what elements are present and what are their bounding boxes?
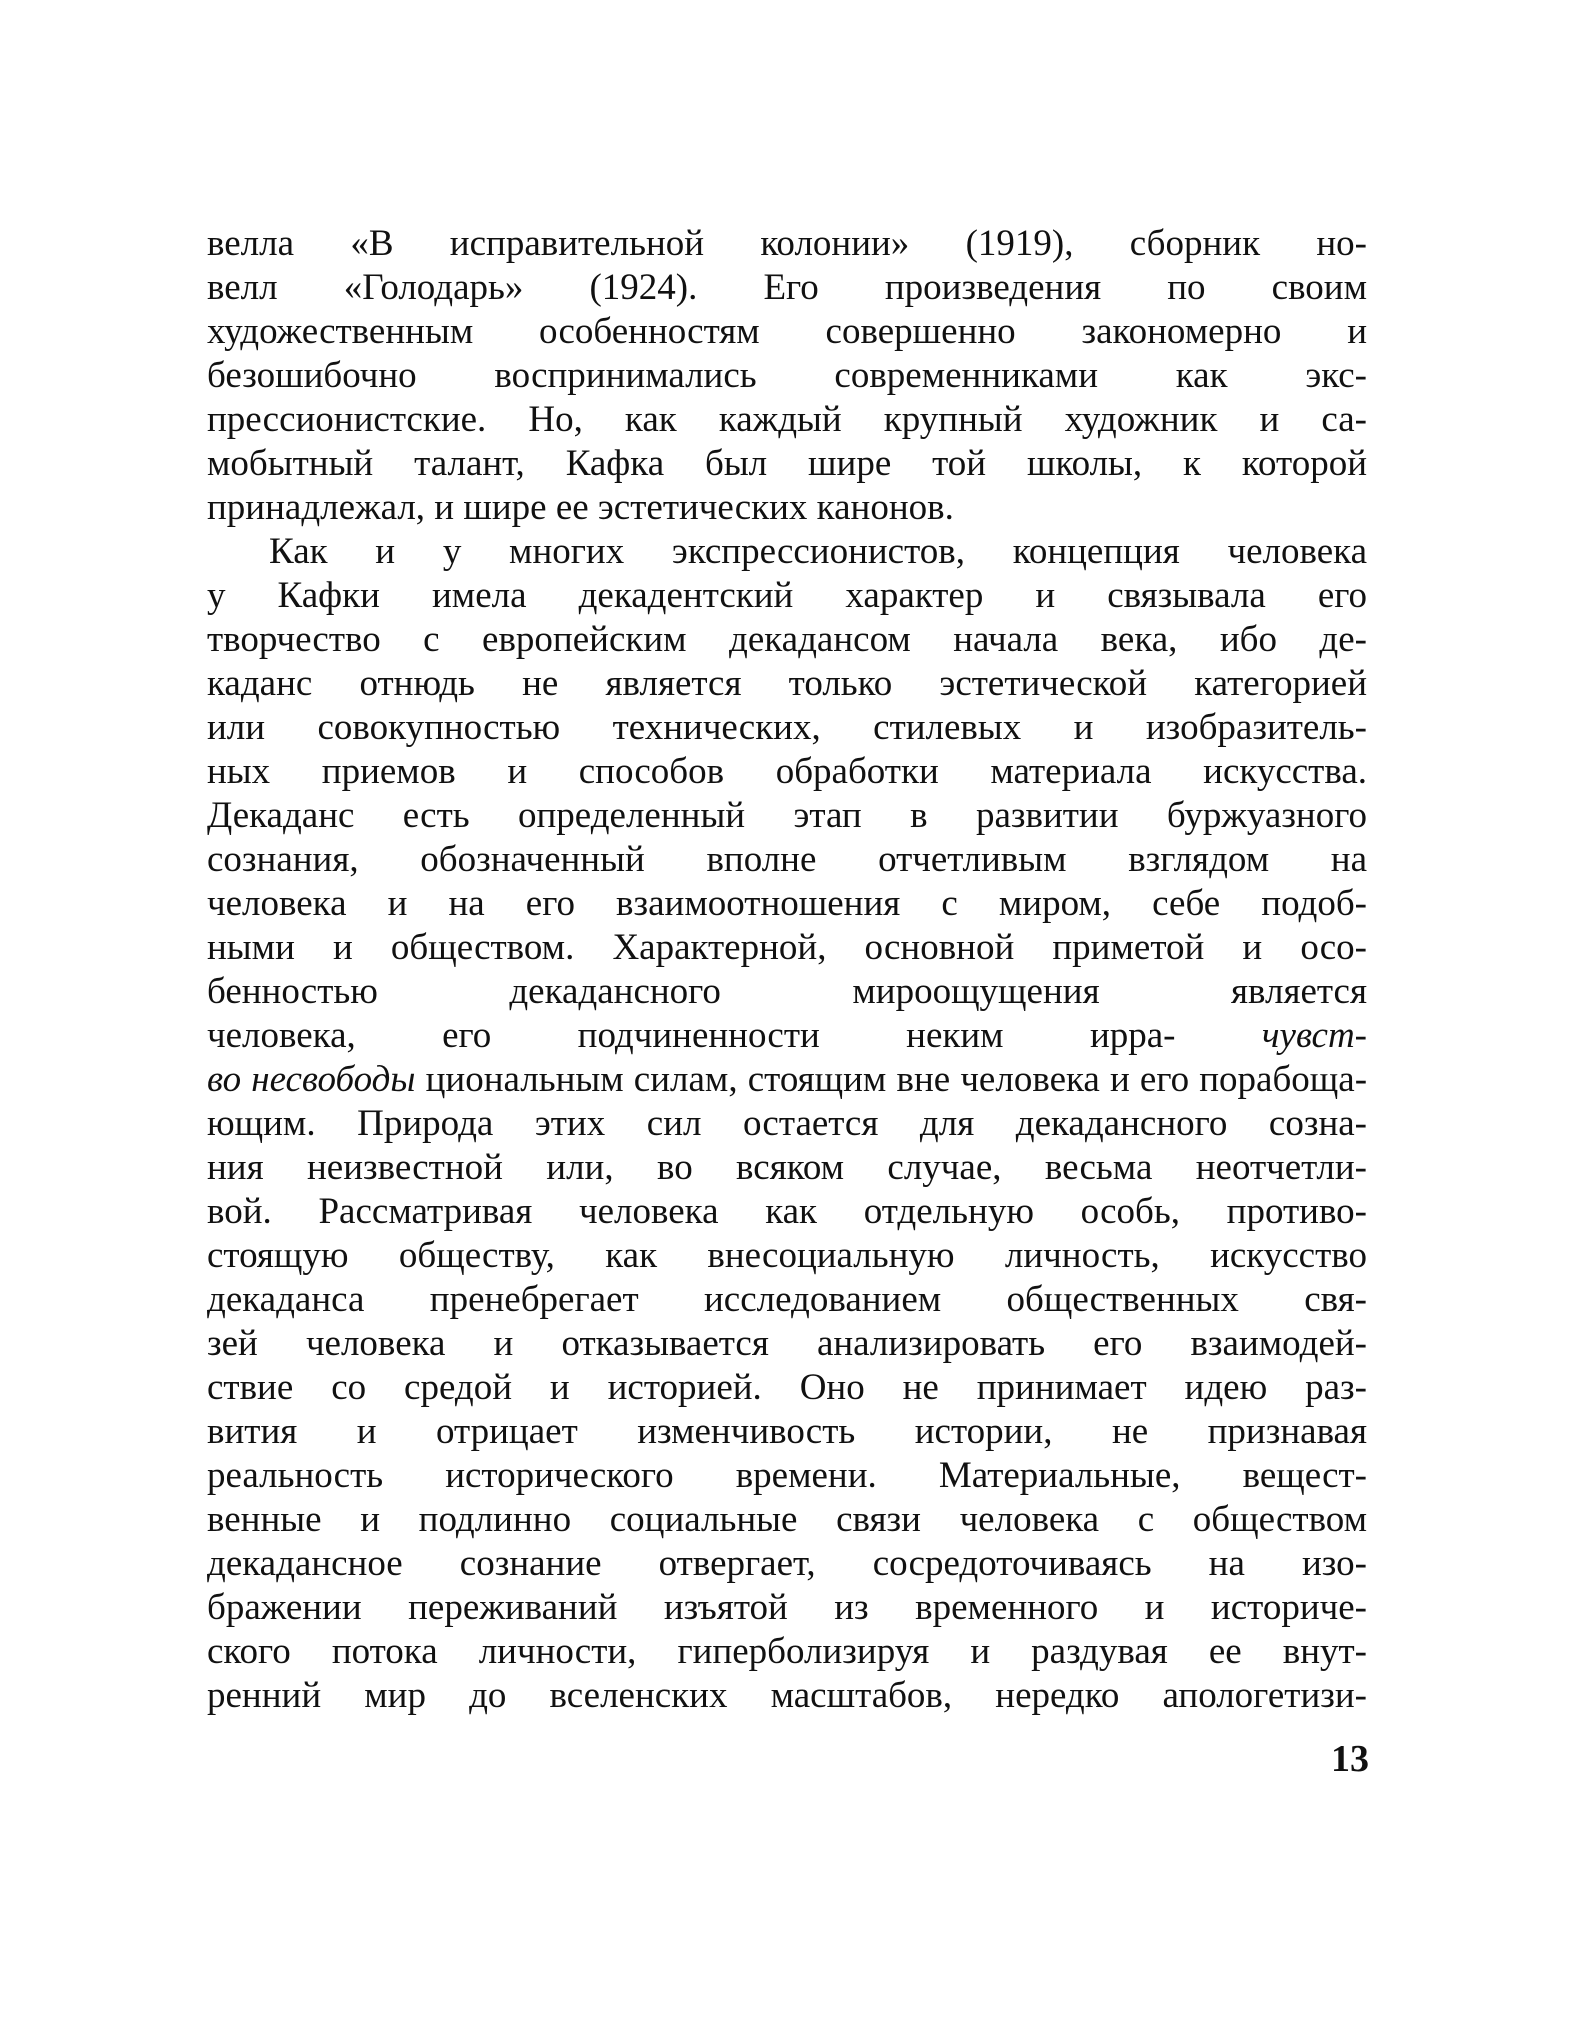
text-line: ренний мир до вселенских масштабов, нередко апологетизи-	[207, 1675, 1367, 1716]
text-line: декадансное сознание отвергает, сосредоточиваясь на изо-	[207, 1543, 1367, 1584]
text-line: ния неизвестной или, во всяком случае, весьма неотчетли-	[207, 1147, 1367, 1188]
text-line: каданс отнюдь не является только эстетической категорией	[207, 663, 1367, 704]
text-line: мобытный талант, Кафка был шире той школы, к которой	[207, 443, 1367, 484]
text-line: Как и у многих экспрессионистов, концепция человека	[269, 531, 1367, 572]
text-line: творчество с европейским декадансом начала века, ибо де-	[207, 619, 1367, 660]
italic-phrase: чувст-	[1261, 1015, 1367, 1056]
body-text	[207, 222, 1367, 1718]
text-line: принадлежал, и шире ее эстетических канонов.	[207, 487, 954, 528]
text-line: человека и на его взаимоотношения с миром, себе подоб-	[207, 883, 1367, 924]
text-line: прессионистские. Но, как каждый крупный художник и са-	[207, 399, 1367, 440]
text-line	[207, 1058, 1367, 1102]
text-line: зей человека и отказывается анализировать его взаимодей-	[207, 1323, 1367, 1364]
text-line: венные и подлинно социальные связи человека с обществом	[207, 1499, 1367, 1540]
text-line: велл «Голодарь» (1924). Его произведения по своим	[207, 267, 1367, 308]
text-line: ствие со средой и историей. Оно не принимает идею раз-	[207, 1367, 1367, 1408]
text-line: ных приемов и способов обработки материала искусства.	[207, 751, 1367, 792]
text-line: Декаданс есть определенный этап в развитии буржуазного	[207, 795, 1367, 836]
text-line: или совокупностью технических, стилевых и изобразитель-	[207, 707, 1367, 748]
text-line: вития и отрицает изменчивость истории, не признавая	[207, 1411, 1367, 1452]
text-line	[207, 1014, 1367, 1058]
text-line: художественным особенностям совершенно закономерно и	[207, 311, 1367, 352]
text-line: ющим. Природа этих сил остается для декадансного созна-	[207, 1103, 1367, 1144]
text-line: бенностью декадансного мироощущения является	[207, 971, 1367, 1012]
text-line-segment: человека, его подчиненности неким ирра-	[207, 1015, 1176, 1056]
page-number: 13	[1331, 1738, 1369, 1780]
italic-phrase: во несвободы	[207, 1059, 416, 1100]
text-line: вой. Рассматривая человека как отдельную особь, противо-	[207, 1191, 1367, 1232]
text-line: велла «В исправительной колонии» (1919), сборник но-	[207, 223, 1367, 264]
text-line: сознания, обозначенный вполне отчетливым взглядом на	[207, 839, 1367, 880]
text-line: стоящую обществу, как внесоциальную личность, искусство	[207, 1235, 1367, 1276]
text-line: декаданса пренебрегает исследованием общественных свя-	[207, 1279, 1367, 1320]
text-line: ными и обществом. Характерной, основной приметой и осо-	[207, 927, 1367, 968]
text-line-segment: циональным силам, стоящим вне человека и его порабоща-	[425, 1059, 1368, 1100]
text-line: ского потока личности, гиперболизируя и раздувая ее внут-	[207, 1631, 1367, 1672]
text-line: реальность исторического времени. Материальные, вещест-	[207, 1455, 1367, 1496]
text-line: безошибочно воспринимались современниками как экс-	[207, 355, 1367, 396]
text-line: у Кафки имела декадентский характер и связывала его	[207, 575, 1367, 616]
text-line: бражении переживаний изъятой из временного и историче-	[207, 1587, 1367, 1628]
